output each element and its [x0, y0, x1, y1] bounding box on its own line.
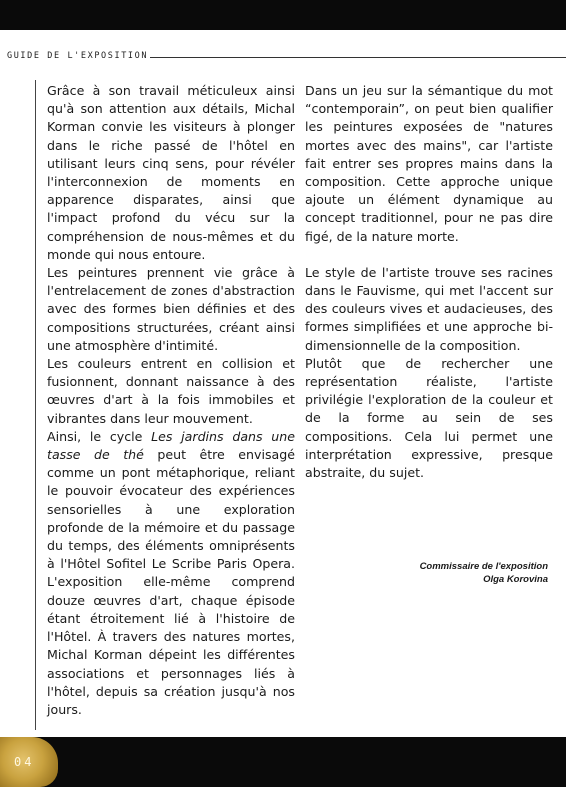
top-black-bar — [0, 0, 566, 30]
left-paragraph-4 — [47, 428, 295, 719]
series-title: Les jardins dans une tasse de thé — [47, 428, 296, 463]
section-header: GUIDE DE L'EXPOSITION — [7, 51, 149, 61]
header-divider — [150, 57, 566, 58]
bottom-black-bar — [0, 737, 566, 787]
page-number: 04 — [14, 755, 35, 769]
left-text-column — [47, 82, 295, 719]
right-paragraph-3: Plutôt que de rechercher une représentation réaliste, l'artiste privilégie l'exploration de la couleur et de la forme au sein de ses compositions. Cela lui permet une interprétation expressive, presque abstraite, du sujet. — [305, 355, 553, 481]
left-paragraph-3: Les couleurs entrent en collision et fusionnent, donnant naissance à des œuvres d'art à la fois immobiles et vibrantes dans leur mouvement. — [47, 356, 295, 426]
p4-intro: Ainsi, le cycle — [47, 428, 152, 444]
signature-block — [420, 560, 548, 586]
p4-rest: peut être envisagé comme un pont métaphorique, reliant le pouvoir évocateur des expériences sensorielles à une exploration profonde de la mémoire et du passage du temps, des éléments omniprésents à l'Hôtel Sofitel Le Scribe Paris Opera. L'exposition elle-même comprend douze œuvres d'art, chaque épisode étant étroitement lié à l'histoire de l'Hôtel. À travers des natures mortes, Michal Korman dépeint les différentes associations et personnages liés à l'hôtel, depuis sa création jusqu'à nos jours. — [47, 447, 295, 717]
left-paragraph-1: Grâce à son travail méticuleux ainsi qu'à son attention aux détails, Michal Korman convie les visiteurs à plonger dans le riche passé de l'hôtel en utilisant leurs cinq sens, pour révéler l'interconnexion de moments en apparence disparates, ainsi que l'impact profond du vécu sur la compréhension de nous-mêmes et du monde qui nous entoure. — [47, 83, 295, 262]
left-paragraph-2: Les peintures prennent vie grâce à l'entrelacement de zones d'abstraction avec des formes bien définies et des compositions structurées, créant ainsi une atmosphère d'intimité. — [47, 265, 295, 353]
right-paragraph-2: Le style de l'artiste trouve ses racines dans le Fauvisme, qui met l'accent sur des couleurs vives et audacieuses, des formes simplifiées et une approche bi-dimensionnelle de la composition. — [305, 264, 553, 353]
signature-name: Olga Korovina — [483, 574, 548, 585]
right-text-column — [305, 82, 553, 482]
signature-role: Commissaire de l'exposition — [419, 561, 548, 572]
margin-rule — [35, 80, 36, 730]
right-paragraph-1: Dans un jeu sur la sémantique du mot “contemporain”, on peut bien qualifier les peintures exposées de "natures mortes avec des mains", car l'artiste fait entrer ses propres mains dans la composition. Cette approche unique ajoute un élément dynamique au concept traditionnel, pour ne pas dire figé, de la nature morte. — [305, 83, 553, 244]
